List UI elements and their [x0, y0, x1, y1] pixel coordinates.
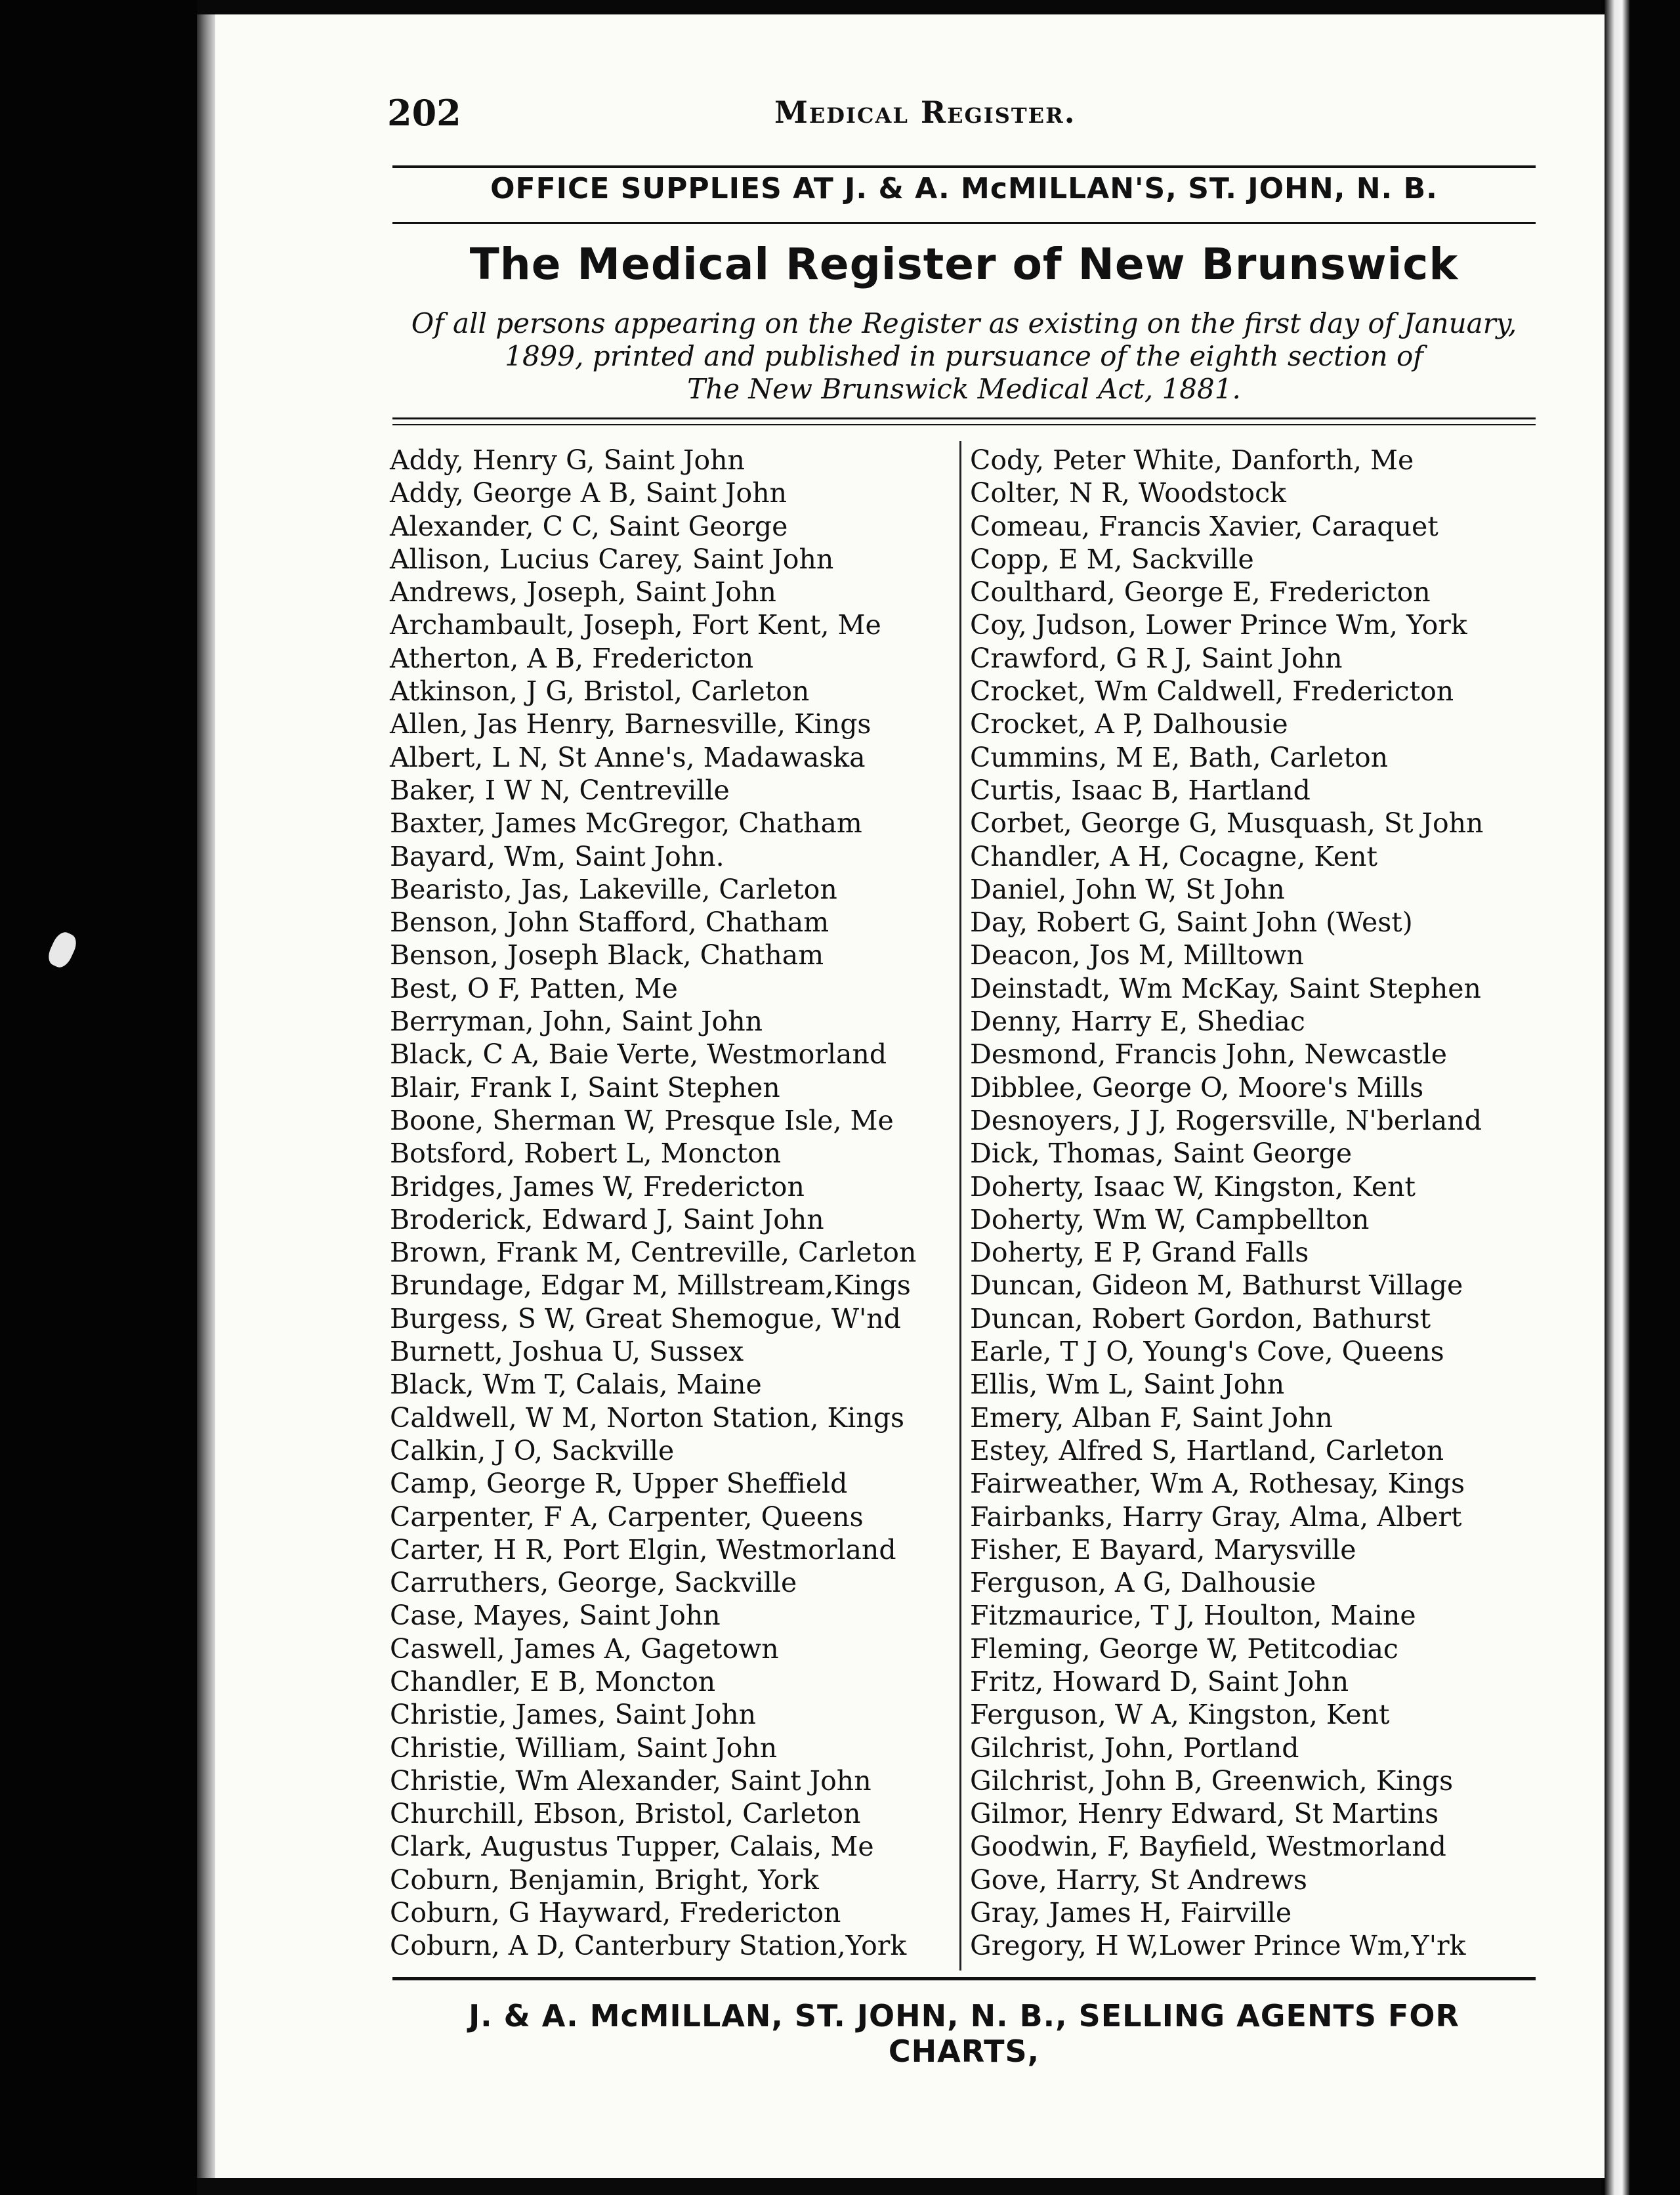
register-entry: Case, Mayes, Saint John: [390, 1600, 721, 1632]
register-entry: Coburn, G Hayward, Fredericton: [390, 1897, 841, 1929]
register-entry: Calkin, J O, Sackville: [390, 1434, 675, 1466]
register-entry: Dibblee, George O, Moore's Mills: [970, 1071, 1424, 1103]
register-entry: Fisher, E Bayard, Marysville: [970, 1533, 1356, 1566]
column-divider: [959, 441, 961, 1971]
register-entry: Berryman, John, Saint John: [390, 1006, 763, 1038]
register-entry: Caldwell, W M, Norton Station, Kings: [390, 1401, 904, 1434]
register-entry: Emery, Alban F, Saint John: [970, 1401, 1333, 1434]
register-entry: Gove, Harry, St Andrews: [970, 1864, 1307, 1896]
register-entry: Doherty, E P, Grand Falls: [970, 1237, 1309, 1269]
register-entry: Crawford, G R J, Saint John: [970, 642, 1343, 674]
register-entry: Burnett, Joshua U, Sussex: [390, 1336, 744, 1368]
register-entry: Christie, Wm Alexander, Saint John: [390, 1764, 872, 1797]
register-entry: Fleming, George W, Petitcodiac: [970, 1632, 1398, 1665]
register-entry: Christie, James, Saint John: [390, 1699, 757, 1731]
register-entry: Bearisto, Jas, Lakeville, Carleton: [390, 873, 837, 905]
register-entry: Brown, Frank M, Centreville, Carleton: [390, 1237, 917, 1269]
register-entry: Duncan, Gideon M, Bathurst Village: [970, 1269, 1463, 1302]
register-entry: Fairweather, Wm A, Rothesay, Kings: [970, 1468, 1465, 1500]
subtitle-line-2: 1899, printed and published in pursuance of the eighth section of: [505, 340, 1423, 372]
register-entry: Fritz, Howard D, Saint John: [970, 1665, 1349, 1697]
register-column-right: [970, 444, 1534, 1963]
register-entry: Addy, George A B, Saint John: [390, 477, 788, 509]
register-entry: Chandler, A H, Cocagne, Kent: [970, 840, 1377, 872]
register-entry: Desmond, Francis John, Newcastle: [970, 1038, 1448, 1071]
register-entry: Fitzmaurice, T J, Houlton, Maine: [970, 1600, 1416, 1632]
register-entry: Comeau, Francis Xavier, Caraquet: [970, 510, 1438, 542]
register-entry: Denny, Harry E, Shediac: [970, 1006, 1305, 1038]
register-entry: Burgess, S W, Great Shemogue, W'nd: [390, 1302, 901, 1334]
running-title: Medical Register.: [774, 95, 1076, 130]
register-entry: Albert, L N, St Anne's, Madawaska: [390, 741, 866, 773]
scan-border-bottom: [197, 2178, 1608, 2195]
register-entry: Brundage, Edgar M, Millstream,Kings: [390, 1269, 911, 1302]
register-entry: Caswell, James A, Gagetown: [390, 1632, 779, 1665]
register-entry: Chandler, E B, Moncton: [390, 1665, 716, 1697]
register-column-left: [390, 444, 954, 1963]
register-entry: Doherty, Isaac W, Kingston, Kent: [970, 1170, 1416, 1203]
register-entry: Ellis, Wm L, Saint John: [970, 1369, 1285, 1401]
register-entry: Baker, I W N, Centreville: [390, 774, 730, 806]
page-edge-left: [197, 0, 215, 2195]
register-entry: Addy, Henry G, Saint John: [390, 444, 745, 476]
register-entry: Earle, T J O, Young's Cove, Queens: [970, 1336, 1444, 1368]
register-entry: Alexander, C C, Saint George: [390, 510, 788, 542]
list-rule-top: [392, 417, 1536, 419]
register-entry: Gilchrist, John B, Greenwich, Kings: [970, 1764, 1454, 1797]
subtitle-line-1: Of all persons appearing on the Register as existing on the first day of January,: [411, 307, 1517, 339]
register-entry: Copp, E M, Sackville: [970, 543, 1254, 575]
header-rule-top: [392, 165, 1536, 168]
header-rule-bottom: [392, 222, 1536, 224]
register-entry: Cody, Peter White, Danforth, Me: [970, 444, 1414, 476]
register-entry: Botsford, Robert L, Moncton: [390, 1138, 782, 1170]
register-entry: Fairbanks, Harry Gray, Alma, Albert: [970, 1501, 1462, 1533]
register-entry: Carter, H R, Port Elgin, Westmorland: [390, 1533, 896, 1566]
register-entry: Bridges, James W, Fredericton: [390, 1170, 805, 1203]
register-entry: Goodwin, F, Bayfield, Westmorland: [970, 1831, 1446, 1863]
register-entry: Boone, Sherman W, Presque Isle, Me: [390, 1104, 894, 1136]
register-entry: Coburn, Benjamin, Bright, York: [390, 1864, 819, 1896]
register-entry: Day, Robert G, Saint John (West): [970, 906, 1413, 939]
register-entry: Broderick, Edward J, Saint John: [390, 1203, 824, 1235]
bottom-advertisement: J. & A. McMILLAN, ST. JOHN, N. B., SELLING AGENTS FOR CHARTS,: [469, 1998, 1460, 2069]
register-entry: Atherton, A B, Fredericton: [390, 642, 754, 674]
register-entry: Gilchrist, John, Portland: [970, 1732, 1299, 1764]
scan-border-left: [0, 0, 197, 2195]
register-entry: Corbet, George G, Musquash, St John: [970, 807, 1484, 840]
list-rule-top-double: [392, 424, 1536, 425]
register-entry: Coy, Judson, Lower Prince Wm, York: [970, 609, 1467, 641]
register-entry: Deinstadt, Wm McKay, Saint Stephen: [970, 972, 1481, 1004]
next-page-edge: [1605, 0, 1629, 2195]
register-entry: Bayard, Wm, Saint John.: [390, 840, 724, 872]
register-entry: Gilmor, Henry Edward, St Martins: [970, 1798, 1439, 1830]
register-entry: Clark, Augustus Tupper, Calais, Me: [390, 1831, 874, 1863]
register-entry: Dick, Thomas, Saint George: [970, 1138, 1353, 1170]
register-entry: Curtis, Isaac B, Hartland: [970, 774, 1311, 806]
register-entry: Benson, John Stafford, Chatham: [390, 906, 830, 939]
list-rule-bottom: [392, 1977, 1536, 1980]
register-entry: Coulthard, George E, Fredericton: [970, 576, 1431, 608]
register-entry: Crocket, A P, Dalhousie: [970, 708, 1288, 740]
register-entry: Cummins, M E, Bath, Carleton: [970, 741, 1389, 773]
register-entry: Camp, George R, Upper Sheffield: [390, 1468, 848, 1500]
register-entry: Archambault, Joseph, Fort Kent, Me: [390, 609, 881, 641]
register-entry: Estey, Alfred S, Hartland, Carleton: [970, 1434, 1444, 1466]
register-entry: Black, C A, Baie Verte, Westmorland: [390, 1038, 887, 1071]
register-entry: Colter, N R, Woodstock: [970, 477, 1286, 509]
register-entry: Blair, Frank I, Saint Stephen: [390, 1071, 780, 1103]
register-entry: Allison, Lucius Carey, Saint John: [390, 543, 834, 575]
register-entry: Benson, Joseph Black, Chatham: [390, 939, 824, 971]
register-entry: Baxter, James McGregor, Chatham: [390, 807, 862, 840]
register-entry: Black, Wm T, Calais, Maine: [390, 1369, 762, 1401]
page-title: The Medical Register of New Brunswick: [469, 239, 1459, 289]
register-entry: Coburn, A D, Canterbury Station,York: [390, 1930, 907, 1962]
page-number: 202: [387, 92, 461, 134]
register-entry: Carpenter, F A, Carpenter, Queens: [390, 1501, 864, 1533]
register-entry: Atkinson, J G, Bristol, Carleton: [390, 675, 810, 708]
register-entry: Andrews, Joseph, Saint John: [390, 576, 776, 608]
register-entry: Crocket, Wm Caldwell, Fredericton: [970, 675, 1454, 708]
register-entry: Ferguson, A G, Dalhousie: [970, 1567, 1316, 1599]
register-entry: Duncan, Robert Gordon, Bathurst: [970, 1302, 1431, 1334]
register-entry: Allen, Jas Henry, Barnesville, Kings: [390, 708, 872, 740]
subtitle-line-3: The New Brunswick Medical Act, 1881.: [687, 373, 1241, 405]
register-entry: Ferguson, W A, Kingston, Kent: [970, 1699, 1390, 1731]
register-entry: Gray, James H, Fairville: [970, 1897, 1292, 1929]
register-entry: Carruthers, George, Sackville: [390, 1567, 797, 1599]
register-entry: Doherty, Wm W, Campbellton: [970, 1203, 1370, 1235]
page-header: [387, 92, 1542, 138]
top-advertisement: OFFICE SUPPLIES AT J. & A. McMILLAN'S, ST. JOHN, N. B.: [490, 172, 1438, 205]
register-entry: Christie, William, Saint John: [390, 1732, 778, 1764]
register-entry: Gregory, H W,Lower Prince Wm,Y'rk: [970, 1930, 1466, 1962]
register-entry: Churchill, Ebson, Bristol, Carleton: [390, 1798, 861, 1830]
register-entry: Best, O F, Patten, Me: [390, 972, 678, 1004]
register-entry: Daniel, John W, St John: [970, 873, 1285, 905]
scan-border-top: [197, 0, 1608, 14]
register-entry: Desnoyers, J J, Rogersville, N'berland: [970, 1104, 1482, 1136]
register-entry: Deacon, Jos M, Milltown: [970, 939, 1304, 971]
